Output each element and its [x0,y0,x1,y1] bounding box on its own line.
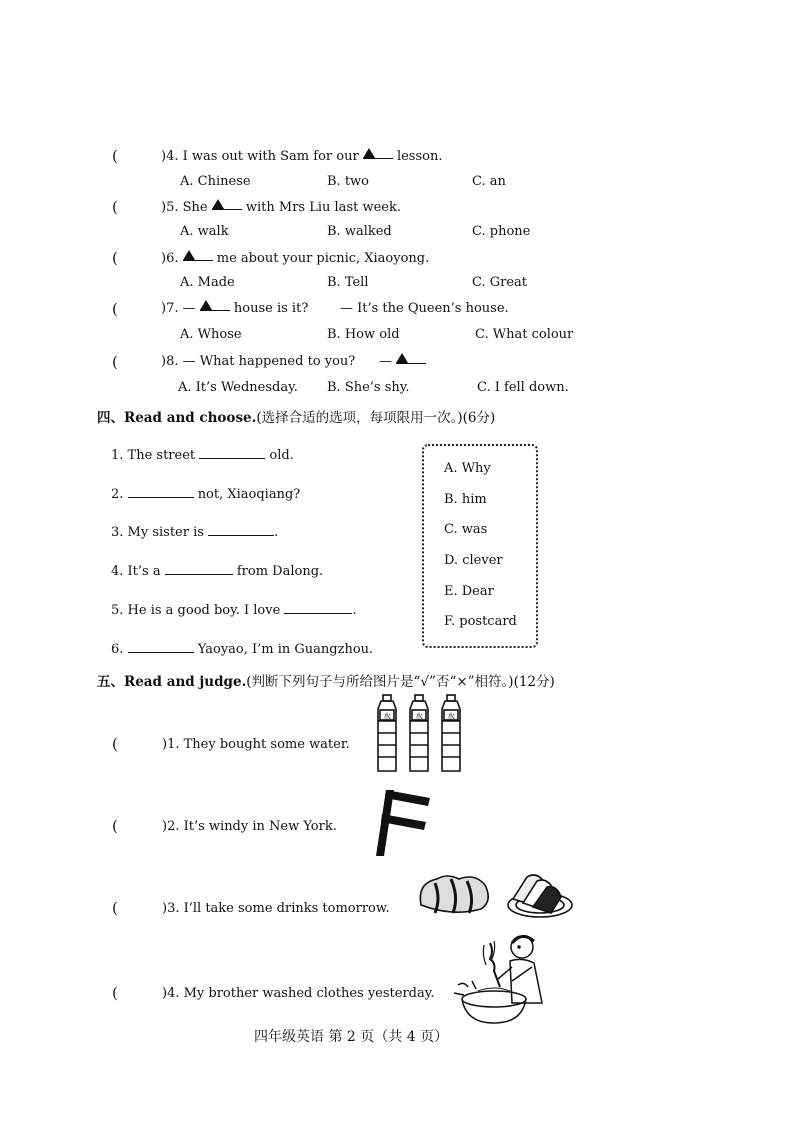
question-post: me about your picnic, Xiaoyong. [216,251,430,266]
question-number: )5. [161,200,179,215]
question-number: )7. [161,301,179,316]
answer-paren[interactable]: ( [112,899,118,917]
boy-washing-clothes-picture [450,931,550,1027]
option-a: A. Made [180,275,235,290]
section-5-title [97,670,555,690]
item-pre: 4. It’s a [111,564,161,579]
answer-paren[interactable]: ( [112,249,118,267]
answer-paren[interactable]: ( [112,735,118,753]
answer-blank[interactable] [165,562,233,575]
option-c: C. an [472,174,506,189]
fill-item-1 [111,446,294,463]
judge-text: )1. They bought some water. [162,737,350,752]
choice-d: D. clever [444,553,503,568]
item-pre: 6. [111,642,124,657]
section-number: 四、 [97,410,124,426]
question-pre: — What happened to you? [182,354,356,369]
bread-picture [415,865,577,929]
option-a: A. walk [180,224,229,239]
item-post: . [352,603,357,618]
answer-paren[interactable]: ( [112,353,118,371]
section-number: 五、 [97,674,124,690]
section-title-en: Read and choose. [124,410,257,426]
item-post: from Dalong. [236,564,324,579]
option-b: B. Tell [327,275,369,290]
item-pre: 1. The street [111,448,196,463]
fill-item-2 [111,485,300,502]
windy-weather-icon [368,786,438,858]
answer-paren[interactable]: ( [112,817,118,835]
question-response: — It’s the Queen’s house. [340,301,509,316]
choice-c: C. was [444,522,488,537]
question-response [379,354,426,369]
choice-box [422,444,538,648]
blank-triangle [363,148,393,159]
option-b: B. walked [327,224,392,239]
judge-text: )4. My brother washed clothes yesterday. [162,986,435,1001]
option-b: B. two [327,174,369,189]
option-c: C. I fell down. [477,380,569,395]
option-a: A. Chinese [180,174,251,189]
item-post: not, Xiaoqiang? [197,487,301,502]
fill-item-3 [111,523,278,540]
question-number: )6. [161,251,179,266]
question-number: )4. [161,149,179,164]
option-c: C. Great [472,275,528,290]
question-text [161,354,355,369]
judge-text: )2. It’s windy in New York. [162,819,337,834]
answer-blank[interactable] [199,446,265,459]
question-post: lesson. [396,149,443,164]
item-pre: 2. [111,487,124,502]
fill-item-4 [111,562,323,579]
question-text [161,301,308,316]
option-b: B. How old [327,327,400,342]
option-b: B. She’s shy. [327,380,410,395]
blank-triangle [183,250,213,261]
question-pre: She [182,200,208,215]
option-a: A. Whose [180,327,242,342]
item-pre: 3. My sister is [111,525,204,540]
choice-e: E. Dear [444,584,494,599]
item-pre: 5. He is a good boy. I love [111,603,281,618]
item-post: old. [269,448,294,463]
section-title-cn: (选择合适的选项，每项限用一次。)(6分) [256,410,496,426]
answer-paren[interactable]: ( [112,198,118,216]
bottle-label: 水 [415,712,423,721]
answer-paren[interactable]: ( [112,147,118,165]
page-footer: 四年级英语 第 2 页（共 4 页） [254,1029,449,1045]
question-text [161,149,442,164]
question-text [161,251,429,266]
question-text [161,200,401,215]
water-bottles-picture [372,693,468,775]
fill-item-6 [111,640,373,657]
question-pre: — [182,301,196,316]
question-post: with Mrs Liu last week. [245,200,401,215]
answer-paren[interactable]: ( [112,300,118,318]
choice-a: A. Why [444,461,491,476]
answer-blank[interactable] [128,640,194,653]
blank-triangle [212,199,242,210]
item-post: . [274,525,279,540]
bottle-label: 水 [383,712,391,721]
section-title-en: Read and judge. [124,674,247,690]
question-post: house is it? [233,301,309,316]
section-title-cn: (判断下列句子与所给图片是“√”否“×”相符。)(12分) [246,674,555,690]
choice-f: F. postcard [444,614,517,629]
option-c: C. What colour [475,327,574,342]
answer-blank[interactable] [284,601,352,614]
fill-item-5 [111,601,357,618]
question-pre: I was out with Sam for our [182,149,359,164]
blank-triangle [396,353,426,364]
answer-blank[interactable] [208,523,274,536]
question-number: )8. [161,354,179,369]
section-4-title [97,406,495,426]
option-a: A. It’s Wednesday. [178,380,298,395]
bottle-label: 水 [447,712,455,721]
answer-blank[interactable] [128,485,194,498]
response-dash: — [379,354,392,369]
answer-paren[interactable]: ( [112,984,118,1002]
choice-b: B. him [444,492,487,507]
item-post: Yaoyao, I’m in Guangzhou. [197,642,374,657]
option-c: C. phone [472,224,531,239]
blank-triangle [200,300,230,311]
judge-text: )3. I’ll take some drinks tomorrow. [162,901,390,916]
